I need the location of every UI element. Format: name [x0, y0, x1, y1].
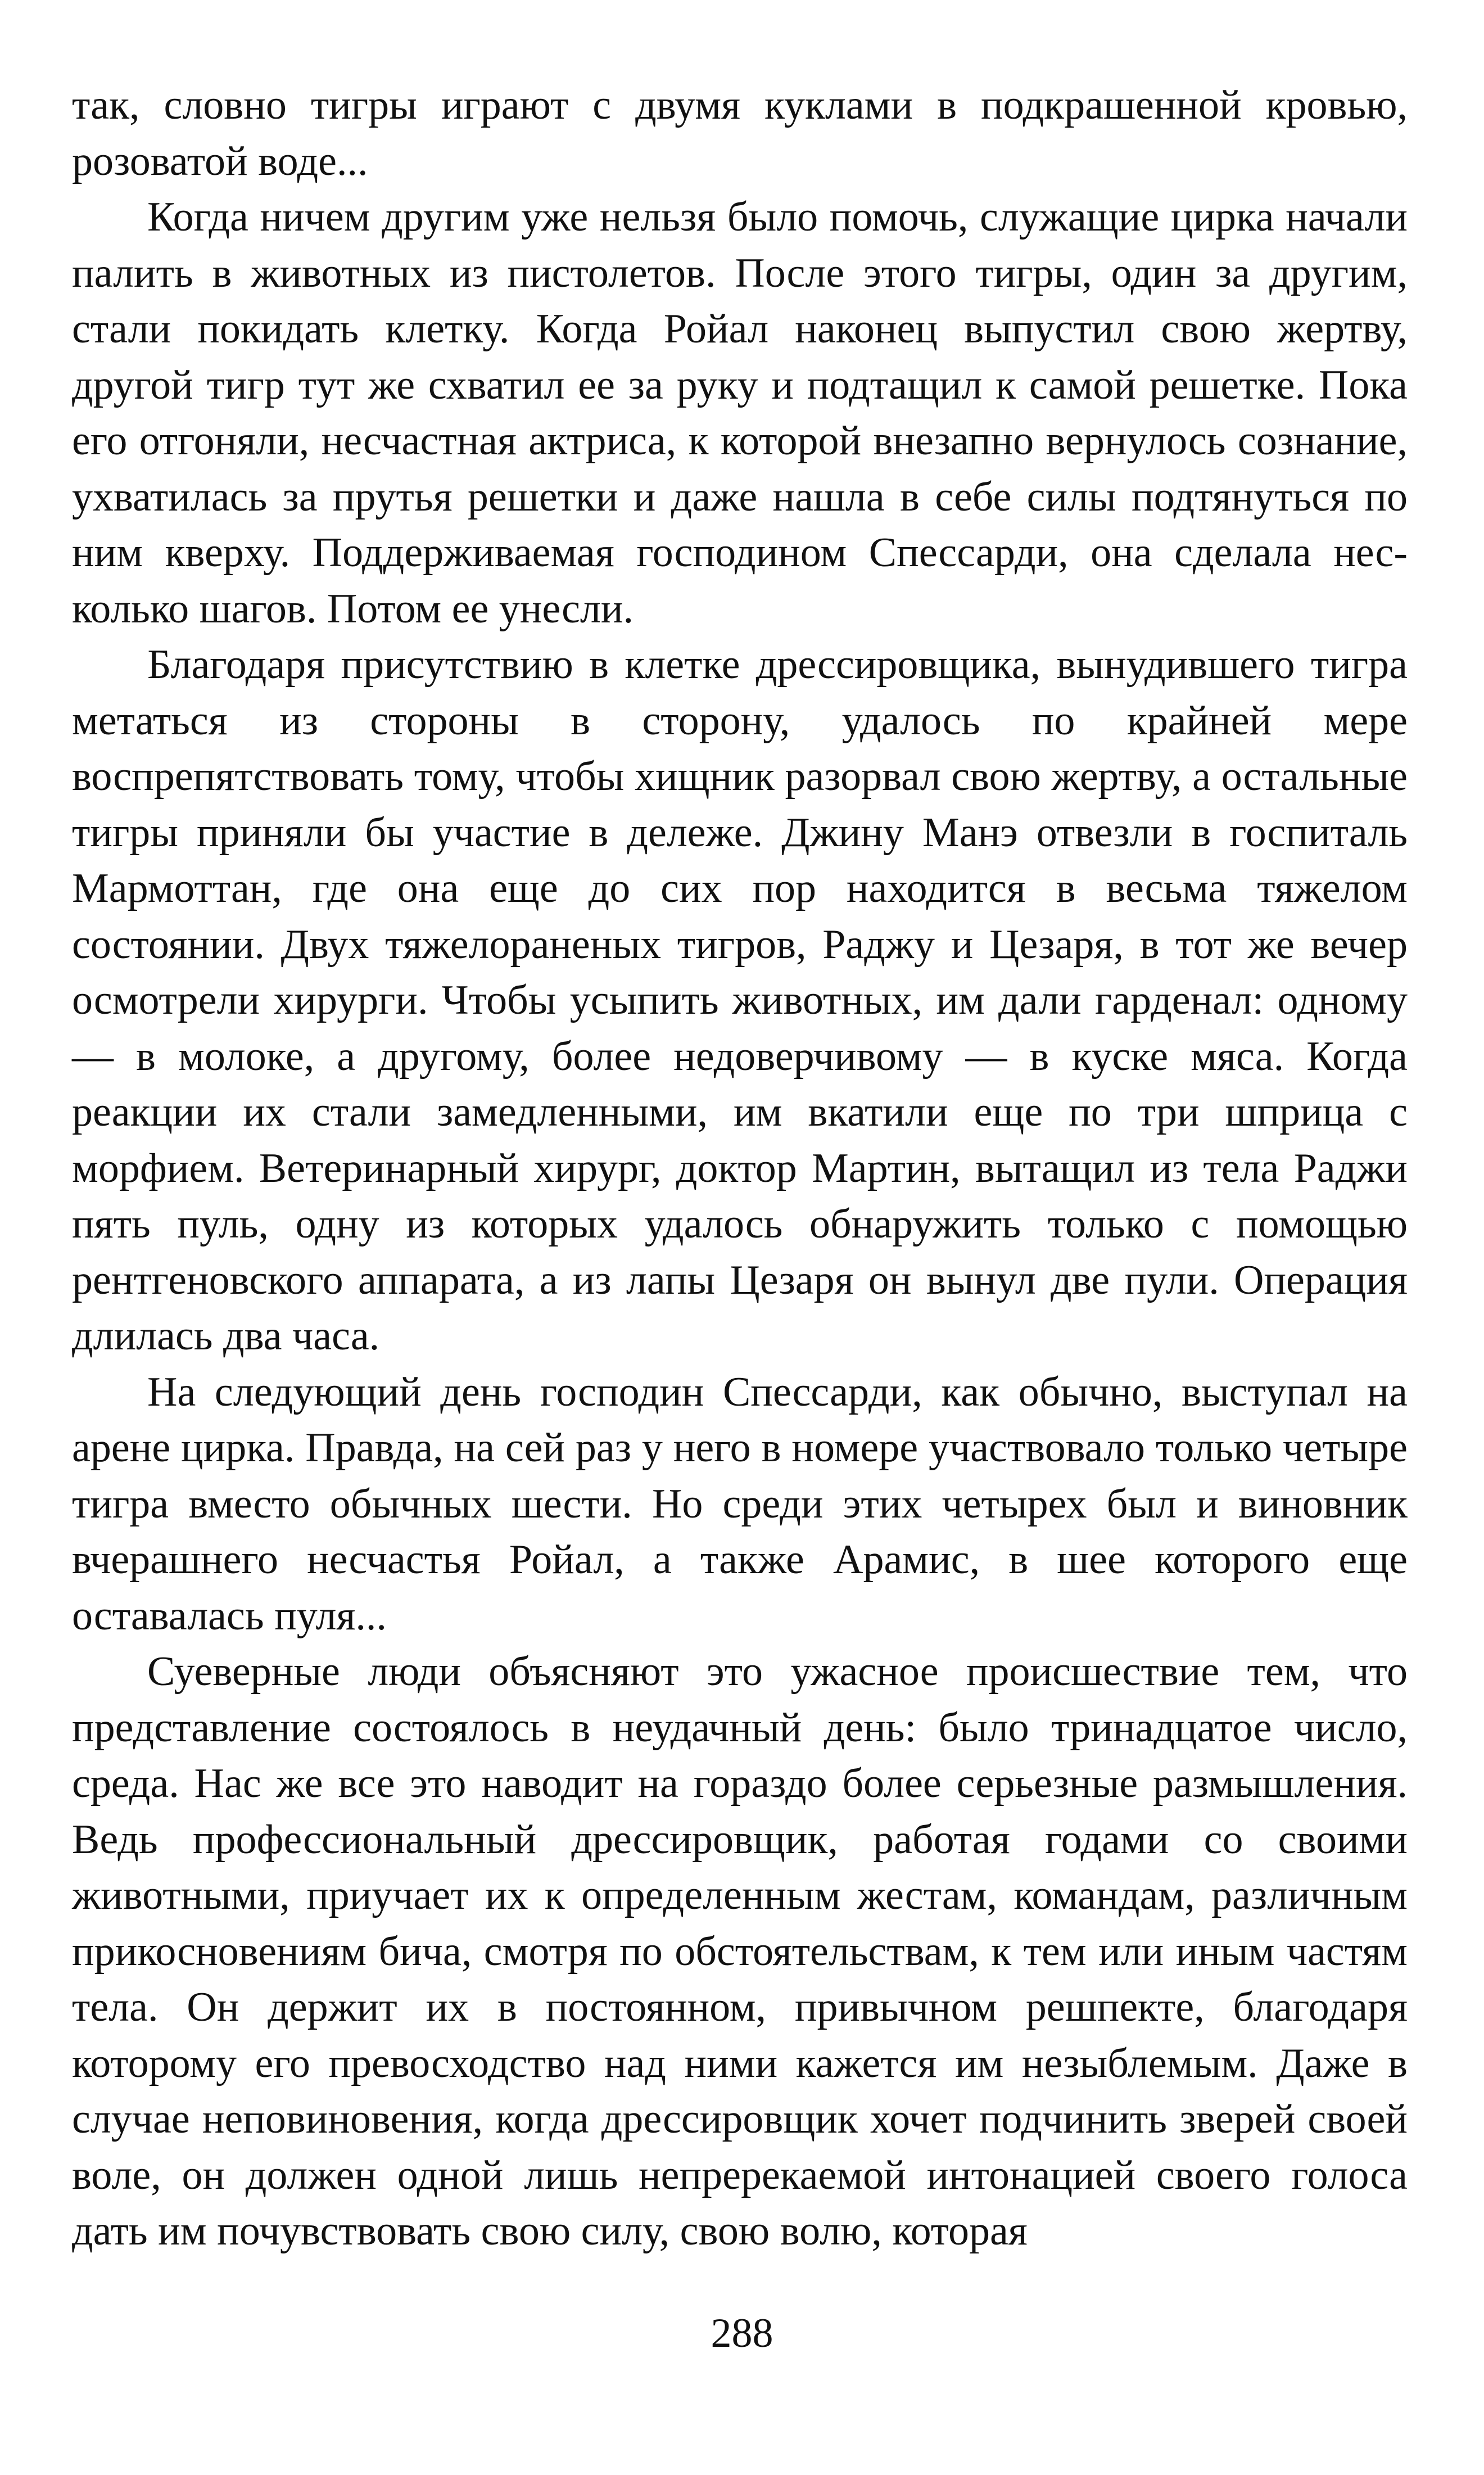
- paragraph-shooting: Когда ничем другим уже нельзя было помочь, служащие цирка начали палить в животных из пистолетов. После этого тигры, один за другим, стали покидать клетку. Когда Ройал наконец выпустил свою жертву, другой тигр тут же схватил ее за руку и подтащил к самой решетке. Пока его отгоняли, несчастная актриса, к которой внезапно вернулось сознание, ухватилась за прутья решетки и даже нашла в себе силы подтянуться по ним кверху. Поддерживаемая господином Спессарди, она сделала несколько шагов. Потом ее унесли.: [72, 194, 1408, 632]
- body-text: [72, 78, 1408, 2260]
- paragraph-continuation: так, словно тигры играют с двумя куклами в подкрашенной кровью, розоватой воде...: [72, 82, 1408, 184]
- paragraph-trainer-presence: Благодаря присутствию в клетке дрессировщика, вынудившего тигра метаться из стороны в сторону, удалось по крайней мере воспрепятствовать тому, чтобы хищник разорвал свою жертву, а остальные тигры приняли бы участие в дележе. Джину Манэ отвезли в госпиталь Мармоттан, где она еще до сих пор находится в весьма тяжелом состоянии. Двух тяжелораненых тигров, Раджу и Цезаря, в тот же вечер осмотрели хирурги. Чтобы усыпить животных, им дали гарденал: одному — в молоке, а другому, более недоверчивому — в куске мяса. Когда реакции их стали замедленными, им вкатили еще по три шприца с морфием. Ветеринарный хирург, доктор Мартин, вытащил из тела Раджи пять пуль, одну из которых удалось обнаружить только с помощью рентгеновского аппарата, а из лапы Цезаря он вынул две пули. Операция длилась два часа.: [72, 642, 1408, 1359]
- paragraph-next-day: На следующий день господин Спессарди, как обычно, выступал на арене цирка. Правда, на сей раз у него в номере участвовало только четыре тигра вместо обычных шести. Но среди этих четырех был и виновник вчерашнего несчастья Ройал, а также Арамис, в шее которого еще оставалась пуля...: [72, 1369, 1408, 1639]
- page-number: 288: [711, 2310, 773, 2356]
- paragraph-superstition: Суеверные люди объясняют это ужасное происшествие тем, что представление состоялось в неудачный день: было тринадцатое число, среда. Нас же все это наводит на гораздо более серьезные размышления. Ведь профессиональный дрессировщик, работая годами со своими животными, приучает их к определенным жестам, командам, различным прикосновениям бича, смотря по обстоятельствам, к тем или иным частям тела. Он держит их в постоянном, привычном решпекте, благодаря которому его превосходство над ними кажется им незыблемым. Даже в случае неповиновения, когда дрессировщик хочет подчинить зверей своей воле, он должен одной лишь непререкаемой интонацией своего голоса дать им почувствовать свою силу, свою волю, которая: [72, 1649, 1408, 2254]
